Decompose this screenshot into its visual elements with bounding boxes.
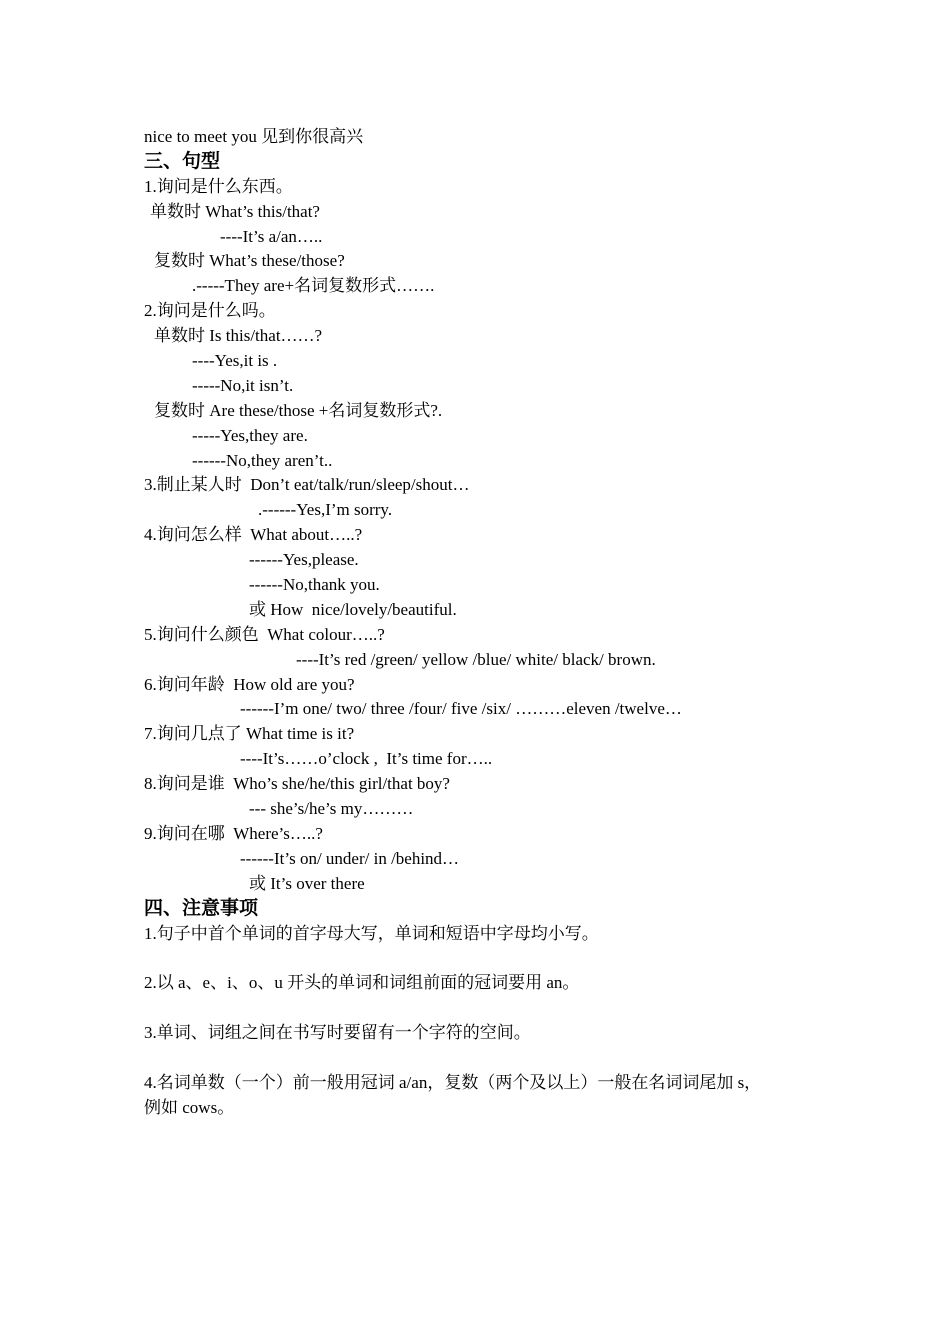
pattern-1-singular-answer: ----It’s a/an….. — [220, 226, 323, 246]
pattern-4-title: 4.询问怎么样 What about…..? — [144, 525, 363, 545]
pattern-7-answer: ----It’s……o’clock , It’s time for….. — [240, 749, 493, 769]
pattern-5-title: 5.询问什么颜色 What colour…..? — [144, 624, 385, 644]
note-4-line-2: 例如 cows。 — [144, 1097, 235, 1117]
spacer — [144, 1046, 824, 1071]
pattern-5-answer: ----It’s red /green/ yellow /blue/ white/ black/ brown. — [296, 649, 656, 669]
section-3-heading: 三、句型 — [144, 150, 221, 172]
pattern-7-title: 7.询问几点了 What time is it? — [144, 724, 355, 744]
section-4-heading: 四、注意事项 — [144, 897, 259, 919]
document-content — [144, 125, 824, 1121]
pattern-3-answer: .------Yes,I’m sorry. — [258, 500, 393, 520]
pattern-1-singular: 单数时 What’s this/that? — [150, 201, 320, 221]
note-4-line-1: 4.名词单数（一个）前一般用冠词 a/an，复数（两个及以上）一般在名词词尾加 s， — [144, 1072, 762, 1092]
pattern-4-alt: 或 How nice/lovely/beautiful. — [249, 599, 457, 619]
pattern-2-plural: 复数时 Are these/those +名词复数形式?. — [154, 400, 443, 420]
note-1: 1.句子中首个单词的首字母大写，单词和短语中字母均小写。 — [144, 923, 599, 943]
pattern-6-title: 6.询问年龄 How old are you? — [144, 674, 355, 694]
pattern-2-plural-no: ------No,they aren’t.. — [192, 450, 333, 470]
spacer — [144, 946, 824, 971]
pattern-3-title: 3.制止某人时 Don’t eat/talk/run/sleep/shout… — [144, 475, 470, 495]
pattern-6-answer: ------I’m one/ two/ three /four/ five /six/ ………eleven /twelve… — [240, 699, 682, 719]
pattern-1-plural-answer: .-----They are+名词复数形式……. — [192, 276, 435, 296]
pattern-1-plural: 复数时 What’s these/those? — [154, 251, 345, 271]
note-3: 3.单词、词组之间在书写时要留有一个字符的空间。 — [144, 1023, 531, 1043]
pattern-2-singular-yes: ----Yes,it is . — [192, 351, 278, 371]
pattern-9-title: 9.询问在哪 Where’s…..? — [144, 823, 323, 843]
note-2: 2.以 a、e、i、o、u 开头的单词和词组前面的冠词要用 an。 — [144, 973, 580, 993]
pattern-8-answer: --- she’s/he’s my……… — [249, 799, 414, 819]
pattern-2-singular: 单数时 Is this/that……? — [154, 326, 323, 346]
pattern-1-title: 1.询问是什么东西。 — [144, 176, 293, 196]
pattern-2-plural-yes: -----Yes,they are. — [192, 425, 308, 445]
intro-line: nice to meet you 见到你很高兴 — [144, 127, 364, 146]
pattern-9-answer: ------It’s on/ under/ in /behind… — [240, 848, 460, 868]
pattern-2-title: 2.询问是什么吗。 — [144, 301, 276, 321]
pattern-2-singular-no: -----No,it isn’t. — [192, 375, 294, 395]
pattern-4-yes: ------Yes,please. — [249, 550, 359, 570]
pattern-8-title: 8.询问是谁 Who’s she/he/this girl/that boy? — [144, 774, 450, 794]
pattern-4-no: ------No,thank you. — [249, 575, 380, 595]
spacer — [144, 996, 824, 1021]
pattern-9-alt: 或 It’s over there — [249, 873, 365, 893]
